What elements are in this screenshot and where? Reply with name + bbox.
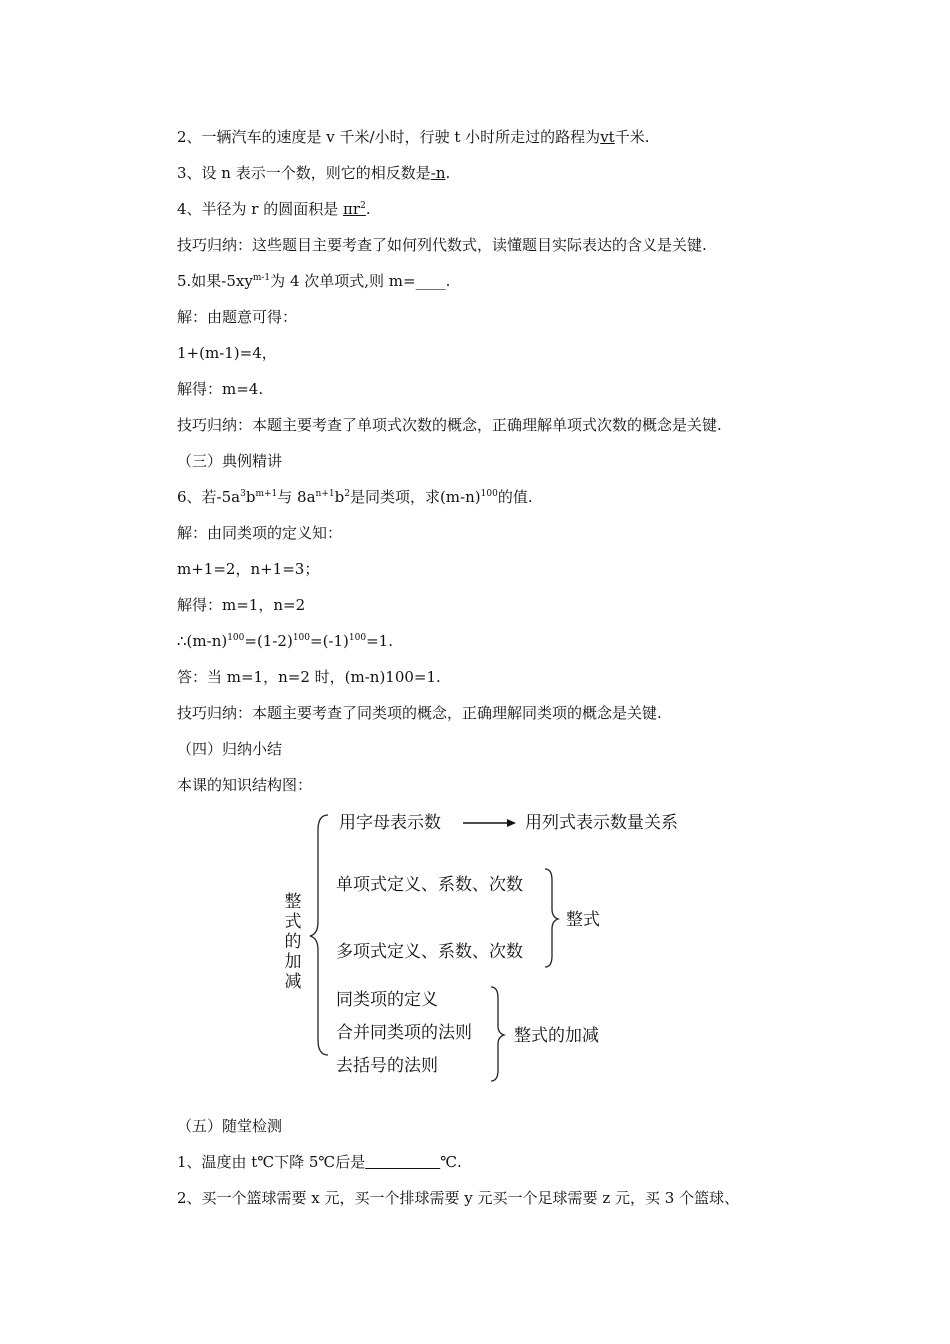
node-polynomial: 多项式定义、系数、次数	[336, 942, 523, 962]
node-monomial: 单项式定义、系数、次数	[336, 875, 523, 895]
answer-underline: $\pi r^2$	[343, 200, 366, 218]
exercise-2: 2、一辆汽车的速度是 v 千米/小时，行驶 t 小时所走过的路程为vt千米.	[177, 128, 650, 146]
diagram-root-label: 整 式 的 加 减	[284, 892, 302, 992]
brace-like-terms	[491, 987, 504, 1081]
solution-5-equation: 1+(m-1)=4，	[177, 344, 277, 362]
solution-6-equations: m+1=2，n+1=3；	[177, 560, 320, 578]
exercise-5: 5.如果$-5xy^{m-1}$为 4 次单项式,则 m=____.	[177, 272, 451, 290]
node-polynomial-group: 整式	[566, 910, 600, 930]
tip-summary-1: 技巧归纳：这些题目主要考查了如何列代数式，读懂题目实际表达的含义是关键.	[177, 236, 707, 254]
arrow-head	[507, 819, 516, 827]
check-exercise-1: 1、温度由 t℃下降 5℃后是 ℃.	[177, 1153, 462, 1171]
section-heading-3: （三）典例精讲	[177, 452, 283, 470]
section-heading-4: （四）归纳小结	[177, 740, 283, 758]
tip-summary-3: 技巧归纳：本题主要考查了同类项的概念，正确理解同类项的概念是关键.	[177, 704, 662, 722]
answer-underline: vt	[600, 128, 615, 146]
node-addition-subtraction: 整式的加减	[514, 1026, 599, 1046]
brace-monomial-polynomial	[545, 869, 558, 967]
answer-6: 答：当 m=1，n=2 时，(m-n)100=1.	[177, 668, 441, 686]
node-remove-brackets: 去括号的法则	[336, 1056, 438, 1076]
node-combine-like-terms: 合并同类项的法则	[336, 1023, 472, 1043]
blank-underline	[365, 1153, 440, 1171]
structure-intro: 本课的知识结构图：	[177, 776, 313, 794]
check-exercise-2: 2、买一个篮球需要 x 元，买一个排球需要 y 元买一个足球需要 z 元，买 3 个篮球、	[177, 1189, 740, 1207]
solution-5-intro: 解：由题意可得：	[177, 308, 298, 326]
node-like-terms-definition: 同类项的定义	[336, 990, 438, 1010]
solution-6-compute: $\therefore(m-n)^{100}=(1-2)^{100}=(-1)^{100}=1$.	[177, 632, 393, 650]
exercise-4: 4、半径为 r 的圆面积是 $\pi r^2$.	[177, 200, 371, 218]
node-expressions-relations: 用列式表示数量关系	[525, 813, 678, 833]
solution-6-intro: 解：由同类项的定义知：	[177, 524, 343, 542]
section-heading-5: （五）随堂检测	[177, 1117, 283, 1135]
solution-5-result: 解得：m=4.	[177, 380, 264, 398]
exercise-3: 3、设 n 表示一个数，则它的相反数是-n.	[177, 164, 451, 182]
answer-underline: -n	[430, 164, 446, 182]
tip-summary-2: 技巧归纳：本题主要考查了单项式次数的概念，正确理解单项式次数的概念是关键.	[177, 416, 722, 434]
exercise-6: 6、若$-5a^3b^{m+1}$与 $8a^{n+1}b^2$是同类项，求$(m-n)^{100}$的值.	[177, 488, 533, 506]
main-brace	[310, 815, 328, 1055]
solution-6-result: 解得：m=1，n=2	[177, 596, 306, 614]
node-letters-for-numbers: 用字母表示数	[339, 813, 441, 833]
